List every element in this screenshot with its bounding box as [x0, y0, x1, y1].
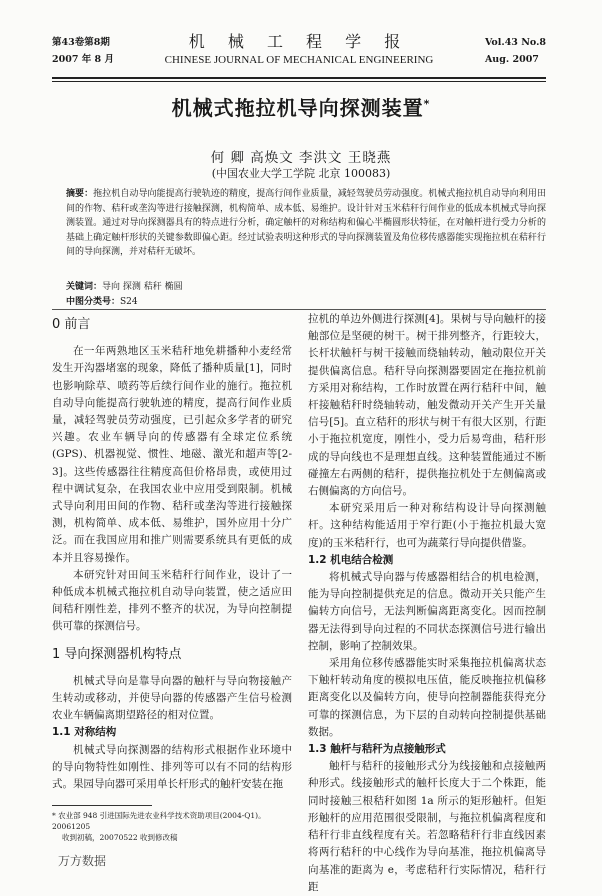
title-footnote-mark: *	[423, 97, 431, 111]
right-column	[308, 311, 546, 896]
left-column	[52, 316, 292, 793]
footnote	[52, 810, 292, 843]
section-heading: 1 导向探测器机构特点	[52, 646, 182, 662]
footnote-line-1: * 农业部 948 引进国际先进农业科学技术资助项目(2004-Q1)。20061205	[52, 811, 266, 831]
body-paragraph: 将机械式导向器与传感器相结合的机电检测，能为导向控制提供充足的信息。微动开关只能产生偏转方向信号，无法判断偏离距离变化。因而控制器无法得到导向过程的不同状态探测信号进行输出控制，影响了控制效果。	[308, 571, 546, 652]
header-rule-thin	[52, 81, 546, 82]
header-center	[152, 32, 446, 68]
body-paragraph: 触杆与秸秆的接触形式分为线接触和点接触两种形式。线接触形式的触杆长度大于二个株距，能同时接触三根秸秆如图 1a 所示的矩形触杆。但矩形触杆的应用范围很受限制，与拖拉机偏离程度和秸秆行非直线程度有关。若忽略秸秆行非直线因素将两行秸秆的中心线作为导向基准，拖拉机偏离导向基准的距离为 e，考虑秸秆行实际情况，秸秆行距	[308, 760, 546, 893]
watermark: 万方数据	[58, 854, 107, 868]
volume-cn: 第43卷第8期	[52, 37, 110, 48]
keywords	[66, 279, 183, 292]
body-paragraph: 本研究采用后一种对称结构设计导向探测触杆。这种结构能适用于窄行距(小于拖拉机最大宽度)的玉米秸秆行，也可为蔬菜行导向提供借鉴。	[308, 502, 546, 549]
title-text: 机械式拖拉机导向探测装置	[171, 96, 424, 120]
header-left	[52, 34, 114, 68]
body-paragraph: 本研究针对田间玉米秸秆行间作业，设计了一种低成本机械式拖拉机自动导向装置，使之适应田间秸秆刚性差，排列不整齐的状况，为导向控制提供可靠的探测信号。	[52, 568, 292, 633]
body-paragraph: 机械式导向是靠导向器的触杆与导向物接触产生转动或移动，并使导向器的传感器产生信号检测农业车辆偏离期望路径的相对位置。	[52, 674, 292, 722]
subsection-heading: 1.2 机电结合检测	[308, 553, 394, 566]
keywords-label: 关键词：	[66, 282, 103, 292]
footnote-line-2: 收到初稿，20070522 收到修改稿	[62, 833, 178, 842]
journal-name-cn: 机 械 工 程 学 报	[188, 32, 410, 51]
abstract-rule	[52, 309, 546, 310]
section-heading: 0 前言	[52, 317, 91, 332]
abstract	[66, 187, 546, 260]
abstract-label: 摘要：	[66, 189, 94, 199]
body-paragraph: 拉机的单边外侧进行探测[4]。果树与导向触杆的接触部位是坚硬的树干。树干排列整齐，行距较大，长杆状触杆与树干接触而绕轴转动，触动限位开关提供偏离信息。秸秆导向探测器要固定在拖拉机前方采用对称结构，工作时放置在两行秸秆中间，触杆接触秸秆时绕轴转动，触发微动开关产生开关量信号[5]。直立秸秆的形状与树干有很大区别，行距小于拖拉机宽度，刚性小，受力后易弯曲，秸秆形成的导向线也不是理想直线。这种装置能通过不断碰撞左右两侧的秸秆，提供拖拉机处于左侧偏离或右侧偏离的方向信号。	[308, 313, 546, 498]
body-paragraph: 在一年两熟地区玉米秸秆地免耕播种小麦经常发生开沟器堵塞的现象，降低了播种质量[1]，同时也影响除草、喷药等后续行间作业的施行。拖拉机自动导向能提高行驶轨迹的精度，提高行间作业质量，减轻驾驶员劳动强度，已引起众多学者的研究兴趣。农业车辆导向的传感器有全球定位系统(GPS)、机器视觉、惯性、地磁、激光和超声等[2-3]。这些传感器往往精度高但价格昂贵，或使用过程中调试复杂，在我国农业中应用受到限制。机械式导向利用田间的作物、秸秆或垄沟等进行接触探测，机构简单、成本低、易维护，国外应用十分广泛。而在我国应用和推广则需要系统具有更低的成本并且容易操作。	[52, 345, 292, 564]
header-right	[485, 34, 546, 68]
body-paragraph: 机械式导向探测器的结构形式根据作业环境中的导向物特性如刚性、排列等可以有不同的结构形式。果园导向器可采用单长杆形式的触杆安装在拖	[52, 743, 292, 791]
keywords-text: 导向 探测 秸秆 椭圆	[102, 282, 183, 292]
paper-title	[0, 92, 602, 121]
classification-text: S24	[120, 297, 138, 307]
footnote-rule	[52, 805, 152, 806]
journal-header	[52, 32, 546, 76]
subsection-heading: 1.1 对称结构	[52, 726, 117, 739]
subsection-heading: 1.3 触杆与秸秆为点接触形式	[308, 743, 446, 756]
date-cn: 2007 年 8 月	[52, 54, 114, 65]
abstract-text: 拖拉机自动导向能提高行驶轨迹的精度，提高行间作业质量，减轻驾驶员劳动强度。机械式拖拉机自动导向利用田间的作物、秸秆或垄沟等进行接触探测，机构简单、成本低、易维护。设计针对玉米秸秆行间作业的低成本机械式导向探测装置。通过对导向探测器具有的特点进行分析，确定触杆的对称结构和偏心半椭圆形状特征，在对触杆进行受力分析的基础上确定触杆形状的关键参数即偏心距。经过试验表明这种形式的导向探测装置及角位移传感器能实现拖拉机在秸秆行间的导向探测，并对秸秆无破坏。	[66, 189, 546, 258]
classification	[66, 294, 138, 307]
authors: 何 卿 高焕文 李洪文 王晓燕	[210, 150, 392, 166]
body-paragraph: 采用角位移传感器能实时采集拖拉机偏离状态下触杆转动角度的模拟电压值，能反映拖拉机偏移距离变化以及偏转方向，使导向控制器能获得充分可靠的探测信息，为下层的自动转向控制提供基础数据。	[308, 657, 546, 738]
journal-name-en: CHINESE JOURNAL OF MECHANICAL ENGINEERING	[164, 54, 434, 66]
header-rule	[52, 77, 546, 79]
date-en: Aug. 2007	[484, 54, 539, 65]
affiliation: (中国农业大学工学院 北京 100083)	[211, 167, 391, 180]
classification-label: 中图分类号：	[66, 297, 121, 307]
volume-en: Vol.43 No.8	[484, 37, 546, 48]
